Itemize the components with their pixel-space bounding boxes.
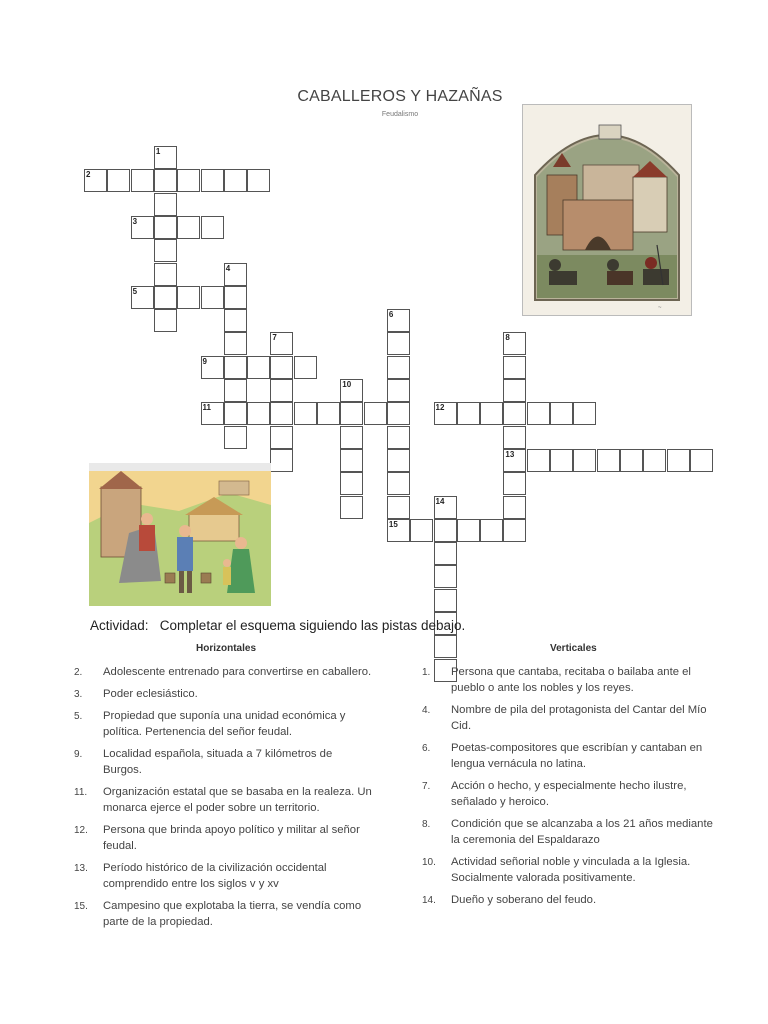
svg-text:~: ~	[658, 305, 662, 311]
crossword-cell[interactable]	[690, 449, 713, 472]
castle-town-illustration	[522, 104, 692, 316]
crossword-cell[interactable]	[294, 402, 317, 425]
crossword-cell[interactable]	[434, 565, 457, 588]
clue-h13: 13. Período histórico de la civilización occidental comprendido entre los siglos v y xv	[74, 862, 327, 890]
crossword-cell[interactable]	[573, 449, 596, 472]
horizontal-clues-list	[74, 664, 374, 936]
crossword-cell[interactable]	[434, 589, 457, 612]
crossword-cell[interactable]	[177, 169, 200, 192]
crossword-number: 1	[155, 147, 161, 156]
activity-instruction	[90, 618, 465, 633]
crossword-number: 12	[435, 403, 445, 413]
medieval-village-illustration	[89, 463, 271, 606]
crossword-cell[interactable]	[503, 402, 526, 425]
clue-h9: 9. Localidad española, situada a 7 kilómetros de Burgos.	[74, 748, 333, 776]
crossword-cell[interactable]	[550, 402, 573, 425]
crossword-cell[interactable]	[177, 216, 200, 239]
crossword-number: 6	[388, 310, 394, 320]
crossword-cell[interactable]	[597, 449, 620, 472]
crossword-cell[interactable]	[434, 635, 457, 658]
crossword-cell[interactable]	[224, 426, 247, 449]
crossword-cell[interactable]	[154, 216, 177, 239]
crossword-cell[interactable]	[643, 449, 666, 472]
crossword-cell[interactable]	[387, 426, 410, 449]
crossword-cell[interactable]	[387, 449, 410, 472]
crossword-cell[interactable]	[201, 169, 224, 192]
crossword-cell[interactable]	[550, 449, 573, 472]
crossword-cell[interactable]	[434, 519, 457, 542]
crossword-cell[interactable]	[340, 426, 363, 449]
crossword-cell[interactable]	[224, 309, 247, 332]
crossword-number: 2	[86, 170, 91, 180]
crossword-cell[interactable]	[457, 402, 480, 425]
crossword-number: 4	[225, 263, 231, 273]
crossword-cell[interactable]	[387, 472, 410, 495]
crossword-number: 9	[202, 356, 207, 366]
clue-v6: 6. Poetas-compositores que escribían y cantaban en lengua vernácula no latina.	[422, 742, 703, 770]
crossword-number: 7	[272, 333, 277, 343]
crossword-number: 15	[388, 519, 398, 529]
horizontales-heading: Horizontales	[196, 643, 257, 654]
crossword-number: 11	[202, 403, 211, 413]
crossword-number: 5	[132, 286, 138, 296]
clue-h12: 12. Persona que brinda apoyo político y militar al señor feudal.	[74, 824, 360, 852]
page-title: CABALLEROS Y HAZAÑAS	[297, 88, 503, 105]
crossword-cell[interactable]	[410, 519, 433, 542]
crossword-cell[interactable]	[503, 472, 526, 495]
crossword-number: 3	[132, 216, 138, 226]
crossword-cell[interactable]	[247, 169, 270, 192]
clue-h2: 2. Adolescente entrenado para convertirse en caballero.	[74, 666, 372, 678]
verticales-heading: Verticales	[550, 643, 597, 654]
crossword-cell[interactable]	[154, 309, 177, 332]
crossword-cell[interactable]	[224, 286, 247, 309]
crossword-cell[interactable]	[387, 356, 410, 379]
crossword-number: 14	[435, 496, 445, 506]
clue-v14: 14. Dueño y soberano del feudo.	[422, 894, 597, 906]
crossword-cell[interactable]	[177, 286, 200, 309]
crossword-cell[interactable]	[224, 332, 247, 355]
crossword-cell[interactable]	[573, 402, 596, 425]
crossword-cell[interactable]	[480, 402, 503, 425]
crossword-cell[interactable]	[340, 472, 363, 495]
crossword-cell[interactable]	[457, 519, 480, 542]
crossword-cell[interactable]	[224, 356, 247, 379]
crossword-cell[interactable]	[340, 496, 363, 519]
crossword-cell[interactable]	[667, 449, 690, 472]
crossword-cell[interactable]	[270, 356, 293, 379]
crossword-cell[interactable]	[364, 402, 387, 425]
crossword-cell[interactable]	[131, 169, 154, 192]
crossword-cell[interactable]	[201, 216, 224, 239]
clue-v10: 10. Actividad señorial noble y vinculada a la Iglesia. Socialmente valorada positivamente.	[422, 856, 691, 884]
crossword-cell[interactable]	[270, 426, 293, 449]
crossword-cell[interactable]	[503, 496, 526, 519]
crossword-cell[interactable]	[527, 402, 550, 425]
clue-h5: 5. Propiedad que suponía una unidad económica y política. Pertenencia del señor feudal.	[74, 710, 346, 738]
crossword-cell[interactable]	[620, 449, 643, 472]
crossword-cell[interactable]	[387, 496, 410, 519]
crossword-cell[interactable]	[247, 356, 270, 379]
crossword-cell[interactable]	[154, 239, 177, 262]
crossword-cell[interactable]	[270, 379, 293, 402]
crossword-cell[interactable]	[154, 169, 177, 192]
clue-v7: 7. Acción o hecho, y especialmente hecho ilustre, señalado y heroico.	[422, 780, 687, 808]
crossword-cell[interactable]	[340, 402, 363, 425]
crossword-number: 8	[505, 333, 510, 343]
crossword-cell[interactable]	[224, 402, 247, 425]
crossword-cell[interactable]	[154, 193, 177, 216]
crossword-cell[interactable]	[270, 449, 293, 472]
clue-h11: 11. Organización estatal que se basaba en la realeza. Un monarca ejerce el poder sobre un territorio.	[74, 786, 372, 814]
clue-v8: 8. Condición que se alcanzaba a los 21 años mediante la ceremonia del Espaldarazo	[422, 818, 713, 846]
crossword-cell[interactable]	[317, 402, 340, 425]
crossword-number: 13	[505, 449, 515, 459]
crossword-cell[interactable]	[387, 379, 410, 402]
vertical-clues-list	[422, 664, 722, 914]
clue-h3: 3. Poder eclesiástico.	[74, 688, 198, 700]
crossword-number: 10	[342, 380, 352, 389]
crossword-cell[interactable]	[527, 449, 550, 472]
crossword-cell[interactable]	[224, 379, 247, 402]
crossword-cell[interactable]	[154, 263, 177, 286]
crossword-cell[interactable]	[503, 519, 526, 542]
crossword-cell[interactable]	[387, 332, 410, 355]
crossword-cell[interactable]	[224, 169, 247, 192]
crossword-cell[interactable]	[294, 356, 317, 379]
crossword-cell[interactable]	[201, 286, 224, 309]
crossword-cell[interactable]	[154, 286, 177, 309]
crossword-cell[interactable]	[503, 426, 526, 449]
clue-v1: 1. Persona que cantaba, recitaba o bailaba ante el pueblo o ante los nobles y los reyes.	[422, 666, 691, 694]
crossword-cell[interactable]	[107, 169, 130, 192]
crossword-cell[interactable]	[247, 402, 270, 425]
clue-h15: 15. Campesino que explotaba la tierra, se vendía como parte de la propiedad.	[74, 900, 362, 928]
page-subtitle: Feudalismo	[381, 111, 419, 118]
crossword-cell[interactable]	[480, 519, 503, 542]
activity-label: Actividad:	[90, 618, 149, 633]
clue-v4: 4. Nombre de pila del protagonista del Cantar del Mío Cid.	[422, 704, 707, 732]
crossword-cell[interactable]	[270, 402, 293, 425]
crossword-cell[interactable]	[434, 542, 457, 565]
crossword-cell[interactable]	[340, 449, 363, 472]
crossword-cell[interactable]	[503, 379, 526, 402]
crossword-cell[interactable]	[503, 356, 526, 379]
activity-text: Completar el esquema siguiendo las pistas debajo.	[159, 618, 466, 633]
crossword-cell[interactable]	[387, 402, 410, 425]
